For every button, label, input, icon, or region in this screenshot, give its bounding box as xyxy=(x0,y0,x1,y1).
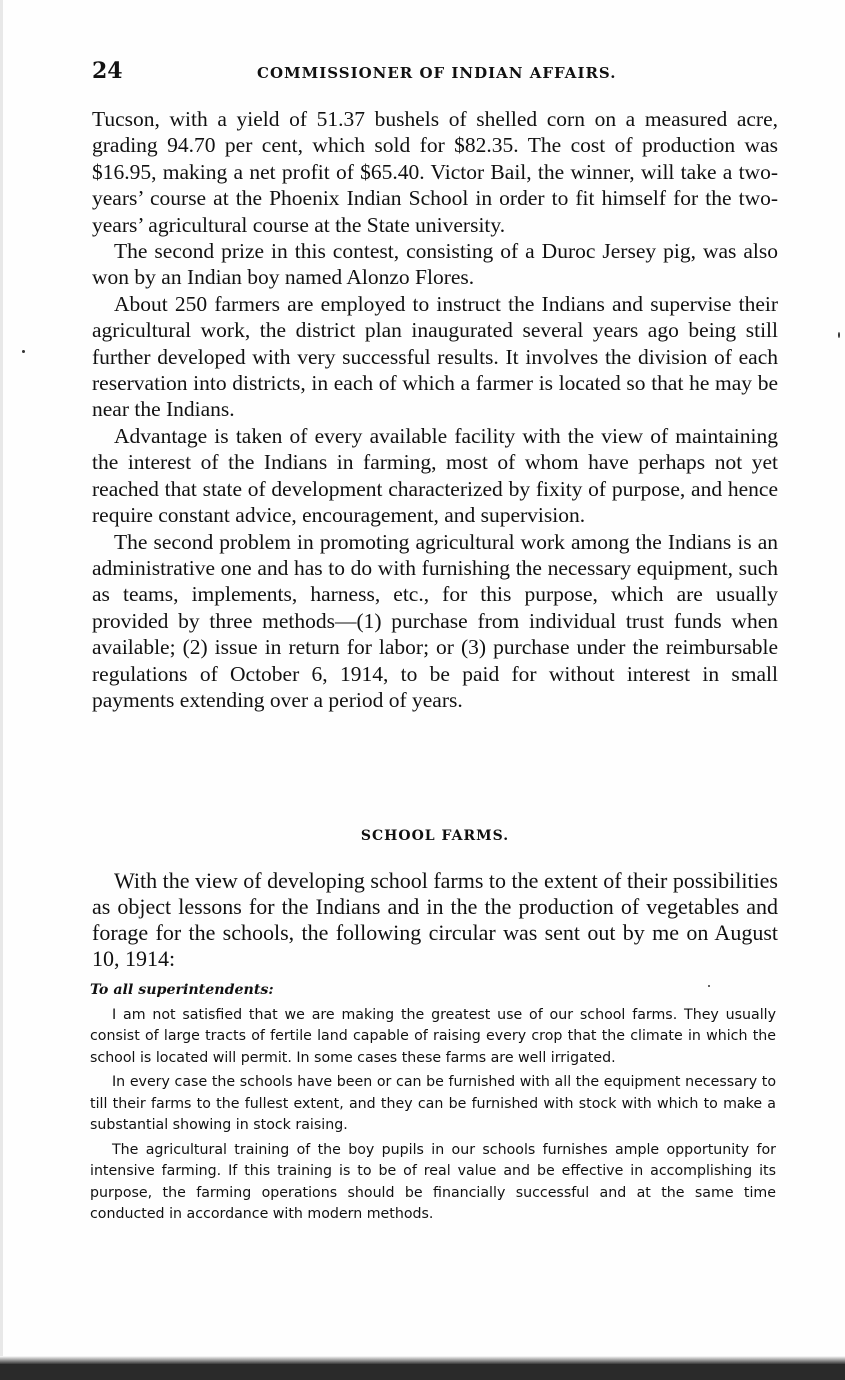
section-intro-paragraph: With the view of developing school farms to the extent of their possibilities as object lessons for the Indians and in the the production of vegetables and forage for the schools, the following circular was sent out by me on August 10, 1914: xyxy=(92,868,778,971)
body-paragraph: Advantage is taken of every available facility with the view of maintaining the interest of the Indians in farming, most of whom have perhaps not yet reached that state of development characterized by fixity of purpose, and hence require constant advice, encouragement, and supervision. xyxy=(92,423,778,528)
body-paragraph: The second problem in promoting agricultural work among the Indians is an administrative one and has to do with furnishing the necessary equipment, such as teams, implements, harness, etc., for this purpose, which are usually provided by three methods—(1) purchase from individual trust funds when available; (2) issue in return for labor; or (3) purchase under the reimbursable regulations of October 6, 1914, to be paid for without interest in small payments extending over a period of years. xyxy=(92,529,778,712)
body-paragraph: The second prize in this contest, consisting of a Duroc Jersey pig, was also won by an Indian boy named Alonzo Flores. xyxy=(92,239,778,290)
page-number: 24 xyxy=(92,58,123,84)
body-text xyxy=(92,106,778,713)
section-intro xyxy=(92,868,778,972)
section-heading: SCHOOL FARMS. xyxy=(360,828,510,844)
scan-speck xyxy=(22,350,25,353)
scan-left-edge xyxy=(0,0,3,1380)
circular-letter xyxy=(90,980,776,1229)
body-paragraph: About 250 farmers are employed to instruct the Indians and supervise their agricultural work, the district plan inaugurated several years ago being still further developed with very successful results. It involves the division of each reservation into districts, in each of which a farmer is located so that he may be near the Indians. xyxy=(92,291,778,422)
circular-paragraph: The agricultural training of the boy pupils in our schools furnishes ample opportunity for intensive farming. If this training is to be of real value and be effective in accomplishing its purpose, the farming operations should be financially successful and at the same time conducted in accordance with modern methods. xyxy=(90,1141,776,1222)
scan-speck xyxy=(708,985,710,987)
scan-bottom-edge xyxy=(0,1364,845,1380)
circular-salutation: To all superintendents: xyxy=(90,982,274,998)
scan-speck xyxy=(838,332,840,338)
scan-bottom-shadow xyxy=(0,1356,845,1364)
running-head: COMMISSIONER OF INDIAN AFFAIRS. xyxy=(257,64,617,82)
circular-paragraph: I am not satisfied that we are making the greatest use of our school farms. They usually consist of large tracts of fertile land capable of raising every crop that the climate in which the school is located will permit. In some cases these farms are well irrigated. xyxy=(90,1006,776,1066)
body-paragraph: Tucson, with a yield of 51.37 bushels of shelled corn on a measured acre, grading 94.70 per cent, which sold for $82.35. The cost of production was $16.95, making a net profit of $65.40. Victor Bail, the winner, will take a two-years’ course at the Phoenix Indian School in order to fit himself for the two-years’ agricultural course at the State university. xyxy=(92,107,778,237)
page-header xyxy=(92,58,778,88)
circular-paragraph: In every case the schools have been or can be furnished with all the equipment necessary to till their farms to the fullest extent, and they can be furnished with stock with which to make a substantial showing in stock raising. xyxy=(90,1074,776,1133)
